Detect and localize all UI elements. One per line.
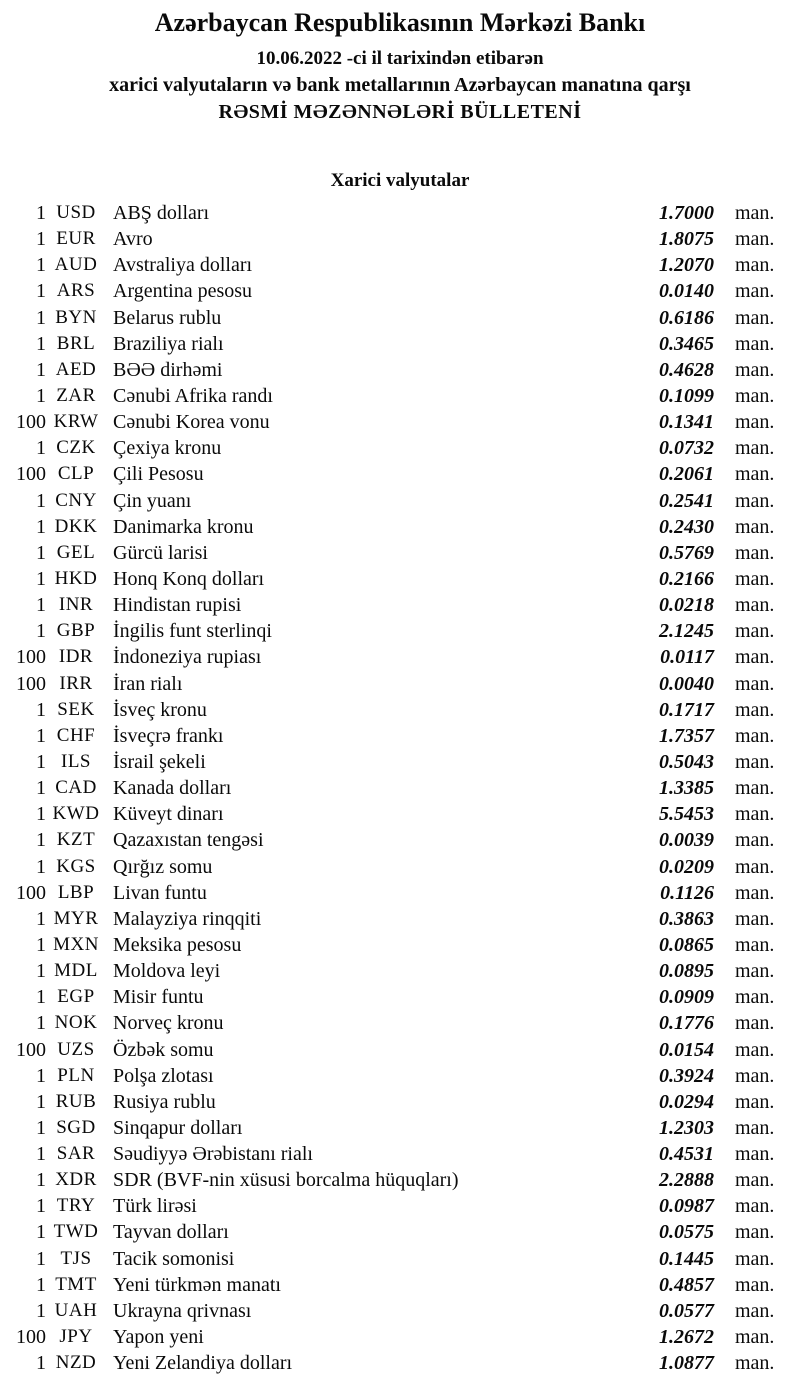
rate-row	[0, 906, 800, 932]
rate-row	[0, 1167, 800, 1193]
unit-label-cell: man.	[735, 672, 775, 695]
rate-row	[0, 305, 800, 331]
currency-code-cell: TMT	[55, 1273, 97, 1295]
currency-code-cell: HKD	[54, 567, 98, 589]
currency-code-cell: GEL	[56, 541, 96, 563]
currency-code-cell: EGP	[57, 986, 95, 1008]
unit-label-cell: man.	[735, 437, 775, 460]
rate-value-cell: 0.4531	[659, 1143, 714, 1166]
unit-label-cell: man.	[735, 803, 775, 826]
rate-row	[0, 932, 800, 958]
currency-code-cell: LBP	[57, 881, 95, 903]
currency-name-cell: Sinqapur dolları	[113, 1116, 243, 1139]
rate-row	[0, 1141, 800, 1167]
rate-value-cell: 0.4628	[659, 358, 714, 381]
currency-name-cell: Cənubi Korea vonu	[113, 411, 270, 434]
rate-row	[0, 880, 800, 906]
unit-label-cell: man.	[735, 489, 775, 512]
unit-label-cell: man.	[735, 698, 775, 721]
rate-row	[0, 1298, 800, 1324]
currency-name-cell: Qırğız somu	[113, 855, 213, 878]
rate-value-cell: 0.2166	[659, 567, 714, 590]
currency-name-cell: Gürcü larisi	[113, 541, 208, 564]
rate-value-cell: 1.8075	[659, 228, 714, 251]
unit-label-cell: man.	[735, 1273, 775, 1296]
bulletin-title: RƏSMİ MƏZƏNNƏLƏRİ BÜLLETENİ	[218, 101, 582, 123]
currency-code-cell: IDR	[58, 646, 94, 668]
rate-row	[0, 488, 800, 514]
currency-code-cell: CZK	[56, 437, 96, 459]
currency-code-cell: UZS	[57, 1038, 95, 1060]
rate-row	[0, 252, 800, 278]
currency-code-cell: PLN	[57, 1064, 95, 1086]
currency-name-cell: BƏƏ dirhəmi	[113, 358, 223, 381]
rate-row	[0, 1193, 800, 1219]
rate-value-cell: 5.5453	[659, 803, 714, 826]
currency-name-cell: Yapon yeni	[113, 1326, 204, 1349]
quantity-cell: 1	[36, 489, 46, 512]
rate-row	[0, 514, 800, 540]
rate-row	[0, 461, 800, 487]
rate-row	[0, 1010, 800, 1036]
currency-name-cell: Norveç kronu	[113, 1012, 224, 1035]
unit-label-cell: man.	[735, 411, 775, 434]
unit-label-cell: man.	[735, 855, 775, 878]
currency-code-cell: AUD	[54, 254, 98, 276]
rate-value-cell: 0.0294	[659, 1090, 714, 1113]
currency-name-cell: Çin yuanı	[113, 489, 192, 512]
currency-name-cell: Özbək somu	[113, 1038, 214, 1061]
quantity-cell: 1	[36, 384, 46, 407]
unit-label-cell: man.	[735, 777, 775, 800]
bank-title: Azərbaycan Respublikasının Mərkəzi Bankı	[154, 8, 646, 37]
rate-row	[0, 1324, 800, 1350]
quantity-cell: 1	[36, 1221, 46, 1244]
rate-row	[0, 1089, 800, 1115]
currency-code-cell: INR	[58, 594, 94, 616]
currency-code-cell: NOK	[54, 1012, 98, 1034]
quantity-cell: 1	[36, 907, 46, 930]
rate-row	[0, 644, 800, 670]
quantity-cell: 1	[36, 698, 46, 721]
currency-code-cell: ILS	[61, 750, 91, 772]
currency-code-cell: IRR	[59, 672, 93, 694]
effective-date-line: 10.06.2022 -ci il tarixindən etibarən	[256, 48, 544, 69]
rate-value-cell: 0.0117	[660, 646, 714, 669]
unit-label-cell: man.	[735, 907, 775, 930]
unit-label-cell: man.	[735, 1195, 775, 1218]
unit-label-cell: man.	[735, 1169, 775, 1192]
unit-label-cell: man.	[735, 202, 775, 224]
rate-row	[0, 958, 800, 984]
currency-name-cell: Belarus rublu	[113, 306, 222, 329]
rate-row	[0, 1246, 800, 1272]
currency-code-cell: USD	[56, 202, 96, 223]
unit-label-cell: man.	[735, 1221, 775, 1244]
quantity-cell: 1	[36, 1169, 46, 1192]
currency-name-cell: Danimarka kronu	[113, 515, 254, 538]
rate-value-cell: 0.0040	[659, 672, 714, 695]
currency-code-cell: CNY	[55, 489, 97, 511]
currency-name-cell: Türk lirəsi	[113, 1195, 197, 1218]
quantity-cell: 1	[36, 750, 46, 773]
currency-name-cell: Tacik somonisi	[113, 1247, 235, 1270]
rate-value-cell: 1.3385	[659, 777, 714, 800]
rate-value-cell: 0.4857	[659, 1273, 714, 1296]
quantity-cell: 1	[36, 437, 46, 460]
currency-name-cell: Rusiya rublu	[113, 1090, 216, 1113]
unit-label-cell: man.	[735, 515, 775, 538]
subject-line: xarici valyutaların və bank metallarının Azərbaycan manatına qarşı	[109, 74, 691, 96]
currency-name-cell: İsveç kronu	[113, 698, 207, 721]
rate-row	[0, 723, 800, 749]
currency-name-cell: İsveçrə frankı	[113, 724, 224, 747]
rate-value-cell: 0.6186	[659, 306, 714, 329]
rate-value-cell: 0.1717	[659, 698, 714, 721]
unit-label-cell: man.	[735, 1038, 775, 1061]
unit-label-cell: man.	[735, 829, 775, 852]
quantity-cell: 1	[36, 855, 46, 878]
rate-value-cell: 0.1126	[660, 881, 714, 904]
quantity-cell: 100	[16, 881, 46, 904]
quantity-cell: 1	[36, 620, 46, 643]
quantity-cell: 1	[36, 1064, 46, 1087]
rate-value-cell: 0.0039	[659, 829, 714, 852]
rate-row	[0, 671, 800, 697]
rate-value-cell: 0.0865	[659, 933, 714, 956]
rate-row	[0, 697, 800, 723]
quantity-cell: 1	[36, 306, 46, 329]
currency-name-cell: Moldova leyi	[113, 960, 221, 983]
currency-name-cell: Cənubi Afrika randı	[113, 384, 273, 407]
unit-label-cell: man.	[735, 280, 775, 303]
currency-code-cell: CAD	[55, 777, 97, 799]
rate-value-cell: 0.0577	[659, 1299, 714, 1322]
rate-value-cell: 1.2070	[659, 254, 714, 277]
currency-code-cell: KGS	[56, 855, 96, 877]
unit-label-cell: man.	[735, 1299, 775, 1322]
currency-name-cell: Honq Konq dolları	[113, 567, 265, 590]
currency-name-cell: İran rialı	[113, 672, 183, 695]
currency-name-cell: Avro	[113, 228, 153, 251]
rate-value-cell: 0.0154	[659, 1038, 714, 1061]
quantity-cell: 1	[36, 541, 46, 564]
rate-row	[0, 592, 800, 618]
quantity-cell: 1	[36, 358, 46, 381]
rate-value-cell: 0.1099	[659, 384, 714, 407]
currency-name-cell: Çexiya kronu	[113, 437, 222, 460]
rate-value-cell: 0.3924	[659, 1064, 714, 1087]
unit-label-cell: man.	[735, 567, 775, 590]
unit-label-cell: man.	[735, 1116, 775, 1139]
rate-value-cell: 0.0909	[659, 986, 714, 1009]
unit-label-cell: man.	[735, 1064, 775, 1087]
currency-code-cell: MYR	[53, 907, 99, 929]
currency-code-cell: SEK	[57, 698, 95, 720]
rate-value-cell: 0.3863	[659, 907, 714, 930]
rate-value-cell: 0.1445	[659, 1247, 714, 1270]
currency-code-cell: SGD	[56, 1116, 96, 1138]
rate-value-cell: 0.0140	[659, 280, 714, 303]
quantity-cell: 100	[16, 646, 46, 669]
currency-name-cell: Braziliya rialı	[113, 332, 224, 355]
currency-name-cell: Yeni türkmən manatı	[113, 1273, 281, 1296]
currency-name-cell: Hindistan rupisi	[113, 594, 242, 617]
rate-value-cell: 0.2430	[659, 515, 714, 538]
rate-row	[0, 618, 800, 644]
quantity-cell: 1	[36, 829, 46, 852]
rate-row	[0, 1037, 800, 1063]
currency-code-cell: ARS	[56, 280, 96, 302]
currency-name-cell: Meksika pesosu	[113, 933, 242, 956]
quantity-cell: 1	[36, 724, 46, 747]
rate-row	[0, 854, 800, 880]
currency-code-cell: GBP	[56, 620, 96, 642]
currency-code-cell: JPY	[59, 1326, 93, 1348]
rate-row	[0, 278, 800, 304]
quantity-cell: 1	[36, 803, 46, 826]
rate-row	[0, 200, 800, 226]
currency-name-cell: Küveyt dinarı	[113, 803, 224, 826]
rate-row	[0, 566, 800, 592]
rate-value-cell: 1.0877	[659, 1352, 714, 1375]
currency-code-cell: AED	[55, 358, 97, 380]
currency-code-cell: XDR	[55, 1169, 97, 1191]
currency-name-cell: Tayvan dolları	[113, 1221, 229, 1244]
document-header	[0, 6, 800, 126]
section-title-foreign-currencies: Xarici valyutalar	[330, 170, 470, 191]
unit-label-cell: man.	[735, 960, 775, 983]
rate-row	[0, 749, 800, 775]
currency-name-cell: Polşa zlotası	[113, 1064, 214, 1087]
unit-label-cell: man.	[735, 986, 775, 1009]
rate-value-cell: 0.2061	[659, 463, 714, 486]
unit-label-cell: man.	[735, 1352, 775, 1375]
currency-code-cell: EUR	[56, 228, 96, 250]
currency-name-cell: ABŞ dolları	[113, 202, 210, 224]
quantity-cell: 100	[16, 672, 46, 695]
unit-label-cell: man.	[735, 358, 775, 381]
quantity-cell: 1	[36, 332, 46, 355]
unit-label-cell: man.	[735, 541, 775, 564]
rate-row	[0, 331, 800, 357]
quantity-cell: 1	[36, 1352, 46, 1375]
unit-label-cell: man.	[735, 1090, 775, 1113]
rate-value-cell: 0.2541	[659, 489, 714, 512]
rate-value-cell: 1.7000	[659, 202, 714, 224]
unit-label-cell: man.	[735, 933, 775, 956]
rate-value-cell: 0.0209	[659, 855, 714, 878]
rate-row	[0, 357, 800, 383]
rate-row	[0, 1350, 800, 1376]
currency-code-cell: RUB	[55, 1090, 97, 1112]
unit-label-cell: man.	[735, 384, 775, 407]
rate-row	[0, 383, 800, 409]
rate-row	[0, 1219, 800, 1245]
currency-code-cell: DKK	[54, 515, 98, 537]
rate-row	[0, 801, 800, 827]
rate-row	[0, 984, 800, 1010]
currency-code-cell: TWD	[53, 1221, 99, 1243]
quantity-cell: 1	[36, 280, 46, 303]
quantity-cell: 1	[36, 1299, 46, 1322]
unit-label-cell: man.	[735, 1247, 775, 1270]
quantity-cell: 1	[36, 1116, 46, 1139]
rate-value-cell: 0.0218	[659, 594, 714, 617]
currency-code-cell: BYN	[55, 306, 97, 328]
currency-name-cell: Livan funtu	[113, 881, 207, 904]
unit-label-cell: man.	[735, 332, 775, 355]
currency-code-cell: TRY	[56, 1195, 96, 1217]
rate-row	[0, 1272, 800, 1298]
quantity-cell: 1	[36, 1012, 46, 1035]
currency-code-cell: MDL	[54, 960, 98, 982]
currency-code-cell: KZT	[56, 829, 96, 851]
quantity-cell: 100	[16, 1038, 46, 1061]
rate-value-cell: 0.1341	[659, 411, 714, 434]
quantity-cell: 1	[36, 567, 46, 590]
rate-value-cell: 0.0732	[659, 437, 714, 460]
rate-value-cell: 0.3465	[659, 332, 714, 355]
quantity-cell: 1	[36, 986, 46, 1009]
unit-label-cell: man.	[735, 228, 775, 251]
currency-name-cell: Malayziya rinqqiti	[113, 907, 262, 930]
unit-label-cell: man.	[735, 463, 775, 486]
quantity-cell: 1	[36, 202, 46, 224]
currency-name-cell: Misir funtu	[113, 986, 204, 1009]
currency-code-cell: CLP	[57, 463, 95, 485]
unit-label-cell: man.	[735, 646, 775, 669]
currency-name-cell: İsrail şekeli	[113, 750, 206, 773]
currency-code-cell: NZD	[55, 1352, 97, 1374]
unit-label-cell: man.	[735, 1326, 775, 1349]
currency-name-cell: Argentina pesosu	[113, 280, 253, 303]
currency-code-cell: UAH	[54, 1299, 98, 1321]
rate-row	[0, 435, 800, 461]
rate-value-cell: 0.0575	[659, 1221, 714, 1244]
quantity-cell: 100	[16, 411, 46, 434]
rate-row	[0, 1063, 800, 1089]
unit-label-cell: man.	[735, 1012, 775, 1035]
currency-name-cell: Yeni Zelandiya dolları	[113, 1352, 293, 1375]
rate-value-cell: 2.1245	[659, 620, 714, 643]
quantity-cell: 1	[36, 960, 46, 983]
rate-value-cell: 0.0895	[659, 960, 714, 983]
rate-value-cell: 1.2303	[659, 1116, 714, 1139]
currency-name-cell: İndoneziya rupiası	[113, 646, 262, 669]
rate-row	[0, 775, 800, 801]
quantity-cell: 100	[16, 1326, 46, 1349]
rate-row	[0, 226, 800, 252]
rate-value-cell: 0.5043	[659, 750, 714, 773]
quantity-cell: 1	[36, 1273, 46, 1296]
currency-name-cell: SDR (BVF-nin xüsusi borcalma hüquqları)	[113, 1169, 459, 1192]
rate-value-cell: 2.2888	[659, 1169, 714, 1192]
rates-table	[0, 200, 800, 1376]
quantity-cell: 1	[36, 594, 46, 617]
unit-label-cell: man.	[735, 750, 775, 773]
currency-code-cell: KRW	[53, 411, 99, 433]
currency-name-cell: Qazaxıstan tengəsi	[113, 829, 264, 852]
unit-label-cell: man.	[735, 594, 775, 617]
currency-code-cell: SAR	[56, 1143, 96, 1165]
quantity-cell: 1	[36, 1090, 46, 1113]
rate-row	[0, 827, 800, 853]
rate-row	[0, 540, 800, 566]
quantity-cell: 1	[36, 1195, 46, 1218]
currency-name-cell: İngilis funt sterlinqi	[113, 620, 272, 643]
currency-code-cell: CHF	[56, 724, 96, 746]
unit-label-cell: man.	[735, 724, 775, 747]
rate-value-cell: 1.2672	[659, 1326, 714, 1349]
currency-code-cell: BRL	[56, 332, 96, 354]
unit-label-cell: man.	[735, 1143, 775, 1166]
quantity-cell: 100	[16, 463, 46, 486]
rate-value-cell: 1.7357	[659, 724, 714, 747]
currency-name-cell: Avstraliya dolları	[113, 254, 253, 277]
unit-label-cell: man.	[735, 881, 775, 904]
currency-name-cell: Çili Pesosu	[113, 463, 204, 486]
quantity-cell: 1	[36, 515, 46, 538]
rate-value-cell: 0.1776	[659, 1012, 714, 1035]
currency-code-cell: MXN	[53, 933, 99, 955]
unit-label-cell: man.	[735, 620, 775, 643]
rate-row	[0, 409, 800, 435]
currency-name-cell: Səudiyyə Ərəbistanı rialı	[113, 1143, 313, 1166]
quantity-cell: 1	[36, 254, 46, 277]
quantity-cell: 1	[36, 1143, 46, 1166]
currency-name-cell: Ukrayna qrivnası	[113, 1299, 252, 1322]
currency-name-cell: Kanada dolları	[113, 777, 232, 800]
quantity-cell: 1	[36, 1247, 46, 1270]
quantity-cell: 1	[36, 228, 46, 251]
currency-code-cell: ZAR	[56, 384, 96, 406]
currency-code-cell: TJS	[60, 1247, 92, 1269]
unit-label-cell: man.	[735, 306, 775, 329]
unit-label-cell: man.	[735, 254, 775, 277]
rate-value-cell: 0.0987	[659, 1195, 714, 1218]
rate-row	[0, 1115, 800, 1141]
rate-value-cell: 0.5769	[659, 541, 714, 564]
quantity-cell: 1	[36, 933, 46, 956]
currency-code-cell: KWD	[52, 803, 100, 825]
quantity-cell: 1	[36, 777, 46, 800]
